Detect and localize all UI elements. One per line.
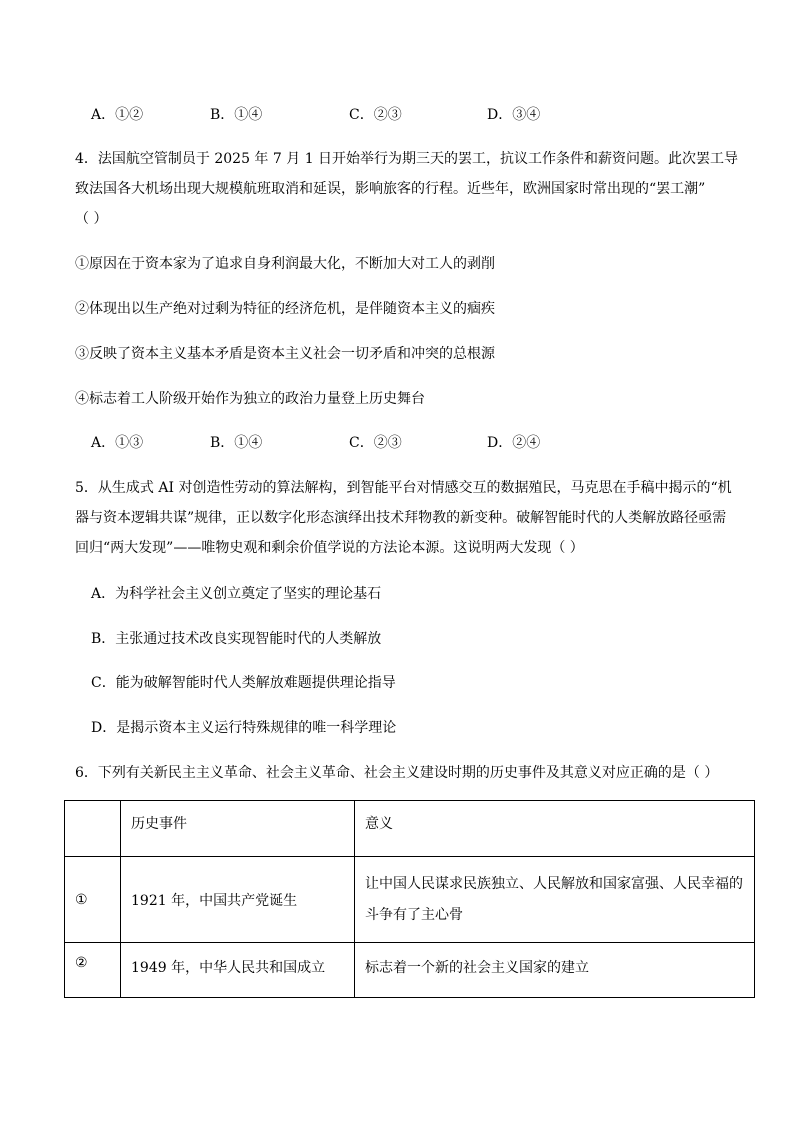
q4-statement-1: ①原因在于资本家为了追求自身利润最大化，不断加大对工人的剥削 — [75, 256, 495, 272]
q5-option-a[interactable]: A．为科学社会主义创立奠定了坚实的理论基石 — [91, 586, 382, 602]
q6-stem: 6．下列有关新民主主义革命、社会主义革命、社会主义建设时期的历史事件及其意义对应正确的是（ ） — [75, 765, 719, 781]
table-header-num — [65, 801, 121, 857]
table-row — [65, 857, 755, 943]
q3-option-a[interactable]: A．①② — [91, 107, 144, 123]
meaning-line: 让中国人民谋求民族独立、人民解放和国家富强、人民幸福的 — [365, 875, 743, 892]
q4-stem-line-2: 致法国各大机场出现大规模航班取消和延误，影响旅客的行程。近些年，欧洲国家时常出现的“罢工潮” — [75, 181, 706, 197]
table-header-event: 历史事件 — [121, 801, 355, 857]
q3-option-d[interactable]: D．③④ — [487, 107, 541, 123]
q4-stem-line-1: 4．法国航空管制员于 2025 年 7 月 1 日开始举行为期三天的罢工，抗议工作条件和薪资问题。此次罢工导 — [75, 151, 739, 167]
table-header-row — [65, 801, 755, 857]
meaning-line: 斗争有了主心骨 — [365, 906, 463, 923]
table-cell-event: 1921 年，中国共产党诞生 — [121, 857, 355, 943]
q5-option-c[interactable]: C．能为破解智能时代人类解放难题提供理论指导 — [91, 675, 396, 691]
q4-stem-line-3: （ ） — [75, 211, 108, 227]
q3-options — [91, 104, 741, 124]
q4-option-a[interactable]: A．①③ — [91, 435, 144, 451]
q4-statement-4: ④标志着工人阶级开始作为独立的政治力量登上历史舞台 — [75, 391, 425, 407]
table-cell-meaning — [355, 943, 755, 998]
q4-option-b[interactable]: B．①④ — [210, 435, 263, 451]
q3-option-c[interactable]: C．②③ — [349, 107, 402, 123]
meaning-line: 标志着一个新的社会主义国家的建立 — [365, 960, 589, 976]
q5-stem-line-3: 回归“两大发现”——唯物史观和剩余价值学说的方法论本源。这说明两大发现（ ） — [75, 540, 584, 556]
table-cell-num: ② — [65, 943, 121, 998]
table-row — [65, 943, 755, 998]
q4-statement-2: ②体现出以生产绝对过剩为特征的经济危机，是伴随资本主义的痼疾 — [75, 301, 495, 317]
table-cell-num: ① — [65, 857, 121, 943]
table-cell-event: 1949 年，中华人民共和国成立 — [121, 943, 355, 998]
q4-statement-3: ③反映了资本主义基本矛盾是资本主义社会一切矛盾和冲突的总根源 — [75, 346, 495, 362]
q4-options — [91, 432, 741, 452]
q4-option-d[interactable]: D．②④ — [487, 435, 541, 451]
q5-stem-line-1: 5．从生成式 AI 对创造性劳动的算法解构，到智能平台对情感交互的数据殖民，马克思在手稿中揭示的“机 — [75, 480, 732, 496]
table-header-meaning: 意义 — [355, 801, 755, 857]
q5-stem-line-2: 器与资本逻辑共谋”规律，正以数字化形态演绎出技术拜物教的新变种。破解智能时代的人类解放路径亟需 — [75, 510, 727, 526]
history-table — [64, 800, 755, 998]
q5-option-d[interactable]: D．是揭示资本主义运行特殊规律的唯一科学理论 — [91, 720, 397, 736]
q5-option-b[interactable]: B．主张通过技术改良实现智能时代的人类解放 — [91, 631, 382, 647]
q4-option-c[interactable]: C．②③ — [349, 435, 402, 451]
table-cell-meaning — [355, 857, 755, 943]
q3-option-b[interactable]: B．①④ — [210, 107, 263, 123]
